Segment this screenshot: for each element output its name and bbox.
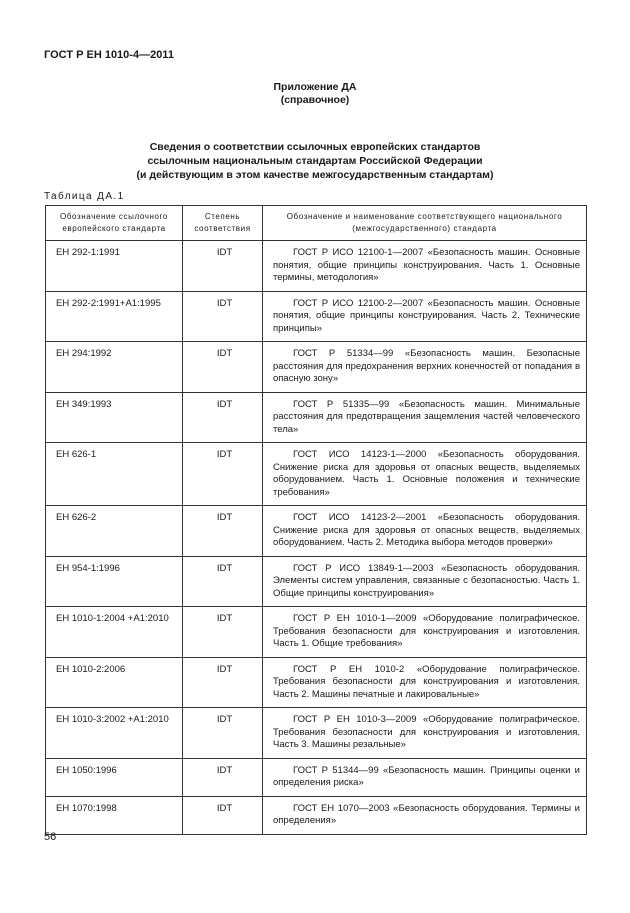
national-standard-text: ГОСТ Р ЕН 1010-1—2009 «Оборудование полиграфическое. Требования безопасности для конструирования и изготовления. Часть 1. Общие требования»: [273, 613, 580, 649]
national-standard-cell: [263, 556, 587, 607]
reference-standard-cell: ЕН 349:1993: [46, 392, 183, 443]
national-standard-cell: [263, 392, 587, 443]
national-standard-text: ГОСТ ЕН 1070—2003 «Безопасность оборудования. Термины и определения»: [273, 802, 580, 826]
reference-standard-cell: ЕН 954-1:1996: [46, 556, 183, 607]
reference-standard-cell: ЕН 626-2: [46, 506, 183, 557]
degree-cell: IDT: [183, 708, 263, 759]
reference-standard-cell: ЕН 1070:1998: [46, 796, 183, 834]
national-standard-cell: [263, 342, 587, 393]
reference-standard-cell: ЕН 1010-3:2002 +А1:2010: [46, 708, 183, 759]
section-title-line-3: (и действующим в этом качестве межгосударственным стандартам): [136, 169, 494, 181]
degree-cell: IDT: [183, 796, 263, 834]
degree-cell: IDT: [183, 556, 263, 607]
section-title: [0, 140, 630, 182]
section-title-line-2: ссылочным национальным стандартам Российской Федерации: [147, 155, 483, 167]
correspondence-table: [45, 205, 587, 835]
national-standard-text: ГОСТ ИСО 14123-2—2001 «Безопасность оборудования. Снижение риска для здоровья от опасных веществ, выделяемых оборудованием. Часть 2. Методика выбора методов проверки»: [273, 512, 580, 548]
degree-cell: IDT: [183, 241, 263, 292]
reference-standard-cell: ЕН 292-2:1991+А1:1995: [46, 291, 183, 342]
national-standard-cell: [263, 607, 587, 658]
table-caption: Таблица ДА.1: [44, 191, 125, 202]
table-row: [46, 443, 587, 506]
appendix-heading: [0, 81, 630, 107]
appendix-title: Приложение ДА: [273, 81, 357, 93]
reference-standard-cell: ЕН 1010-2:2006: [46, 657, 183, 708]
degree-cell: IDT: [183, 291, 263, 342]
table-row: [46, 392, 587, 443]
degree-cell: IDT: [183, 392, 263, 443]
reference-standard-cell: ЕН 1050:1996: [46, 758, 183, 796]
degree-cell: IDT: [183, 342, 263, 393]
reference-standard-cell: ЕН 294:1992: [46, 342, 183, 393]
table-row: [46, 708, 587, 759]
degree-cell: IDT: [183, 758, 263, 796]
national-standard-text: ГОСТ Р ИСО 12100-1—2007 «Безопасность машин. Основные понятия, общие принципы конструирования. Часть 1. Основные термины, методология»: [273, 247, 580, 283]
national-standard-text: ГОСТ Р ИСО 13849-1—2003 «Безопасность оборудования. Элементы систем управления, связанные с безопасностью. Часть 1. Общие принципы конструирования»: [273, 562, 580, 599]
reference-standard-cell: ЕН 1010-1:2004 +А1:2010: [46, 607, 183, 658]
degree-cell: IDT: [183, 506, 263, 557]
national-standard-cell: [263, 443, 587, 506]
appendix-subtitle: (справочное): [280, 94, 350, 106]
section-title-line-1: Сведения о соответствии ссылочных европейских стандартов: [149, 141, 481, 153]
reference-standard-cell: ЕН 292-1:1991: [46, 241, 183, 292]
table-header-row: [46, 206, 587, 241]
national-standard-cell: [263, 657, 587, 708]
table-row: [46, 607, 587, 658]
national-standard-text: ГОСТ Р ИСО 12100-2—2007 «Безопасность машин. Основные понятия, общие принципы конструирования. Часть 2. Технические принципы»: [273, 297, 580, 334]
table-row: [46, 556, 587, 607]
table-row: [46, 241, 587, 292]
page-number: 56: [44, 831, 57, 843]
table-row: [46, 657, 587, 708]
degree-cell: IDT: [183, 443, 263, 506]
table-row: [46, 758, 587, 796]
header-degree: Степень соответствия: [183, 206, 263, 241]
national-standard-cell: [263, 758, 587, 796]
national-standard-text: ГОСТ Р 51335—99 «Безопасность машин. Минимальные расстояния для предотвращения защемления частей человеческого тела»: [273, 398, 580, 435]
national-standard-text: ГОСТ Р ЕН 1010-3—2009 «Оборудование полиграфическое. Требования безопасности для конструирования и изготовления. Часть 3. Машины резальные»: [273, 714, 580, 750]
national-standard-text: ГОСТ Р ЕН 1010-2 «Оборудование полиграфическое. Требования безопасности для конструирования и изготовления. Часть 2. Машины печатные и лакировальные»: [273, 663, 580, 700]
table-row: [46, 796, 587, 834]
national-standard-text: ГОСТ Р 51334—99 «Безопасность машин. Безопасные расстояния для предохранения верхних конечностей от попадания в опасную зону»: [273, 348, 580, 384]
reference-standard-cell: ЕН 626-1: [46, 443, 183, 506]
table-row: [46, 342, 587, 393]
header-reference-standard: Обозначение ссылочного европейского стандарта: [46, 206, 183, 241]
national-standard-cell: [263, 291, 587, 342]
national-standard-cell: [263, 708, 587, 759]
national-standard-cell: [263, 241, 587, 292]
table-body: [46, 241, 587, 835]
national-standard-text: ГОСТ Р 51344—99 «Безопасность машин. Принципы оценки и определения риска»: [273, 764, 580, 788]
degree-cell: IDT: [183, 657, 263, 708]
table-row: [46, 291, 587, 342]
national-standard-text: ГОСТ ИСО 14123-1—2000 «Безопасность оборудования. Снижение риска для здоровья от опасных веществ, выделяемых оборудованием. Часть 1. Основные положения и технические требования»: [273, 449, 580, 498]
degree-cell: IDT: [183, 607, 263, 658]
table-row: [46, 506, 587, 557]
document-code: ГОСТ Р ЕН 1010-4—2011: [44, 49, 174, 61]
header-national-standard: Обозначение и наименование соответствующего национального (межгосударственного) стандарта: [263, 206, 587, 241]
national-standard-cell: [263, 506, 587, 557]
national-standard-cell: [263, 796, 587, 834]
